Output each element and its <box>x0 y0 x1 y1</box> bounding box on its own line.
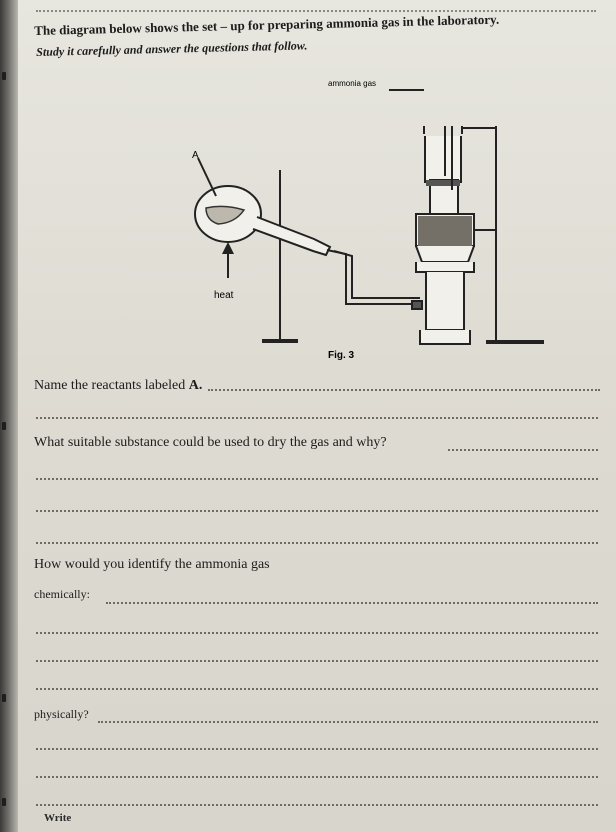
intro-text: The diagram below shows the set – up for preparing ammonia gas in the laboratory. <box>34 11 500 38</box>
label-ammonia-gas: ammonia gas <box>328 79 377 88</box>
figure-caption: Fig. 3 <box>328 350 355 361</box>
margin-mark <box>2 422 6 430</box>
question-1 <box>34 377 202 395</box>
ammonia-setup-diagram <box>158 72 568 372</box>
answer-line-chemically-2[interactable] <box>36 660 598 662</box>
answer-line-q2-1[interactable] <box>36 478 598 480</box>
cut-off-text: Write <box>44 812 72 824</box>
question-1-label: A. <box>188 378 203 393</box>
question-3-physically: physically? <box>34 707 89 721</box>
answer-line-physically[interactable] <box>98 721 598 723</box>
answer-line-q1[interactable] <box>208 389 600 391</box>
answer-line-chemically[interactable] <box>106 602 598 604</box>
answer-line-q2-2[interactable] <box>36 510 598 512</box>
answer-line-chemically-1[interactable] <box>36 632 598 634</box>
label-heat: heat <box>214 290 234 301</box>
answer-line-q2[interactable] <box>448 449 598 451</box>
question-3: How would you identify the ammonia gas <box>34 557 270 572</box>
label-a: A <box>192 150 199 161</box>
page-edge-shadow <box>0 0 18 832</box>
answer-line-q2-3[interactable] <box>36 542 598 544</box>
worksheet-page <box>18 0 616 832</box>
answer-line-q1-extra[interactable] <box>36 417 598 419</box>
question-1-text: Name the reactants labeled <box>34 378 189 393</box>
question-3-chemically: chemically: <box>34 587 90 601</box>
answer-line-physically-2[interactable] <box>36 776 598 778</box>
margin-mark <box>2 694 6 702</box>
question-2: What suitable substance could be used to dry the gas and why? <box>34 435 387 450</box>
margin-mark <box>2 72 6 80</box>
subintro-text: Study it carefully and answer the questions that follow. <box>36 38 308 59</box>
answer-line-physically-3[interactable] <box>36 804 598 806</box>
answer-line-chemically-3[interactable] <box>36 688 598 690</box>
margin-mark <box>2 798 6 806</box>
answer-line-physically-1[interactable] <box>36 748 598 750</box>
